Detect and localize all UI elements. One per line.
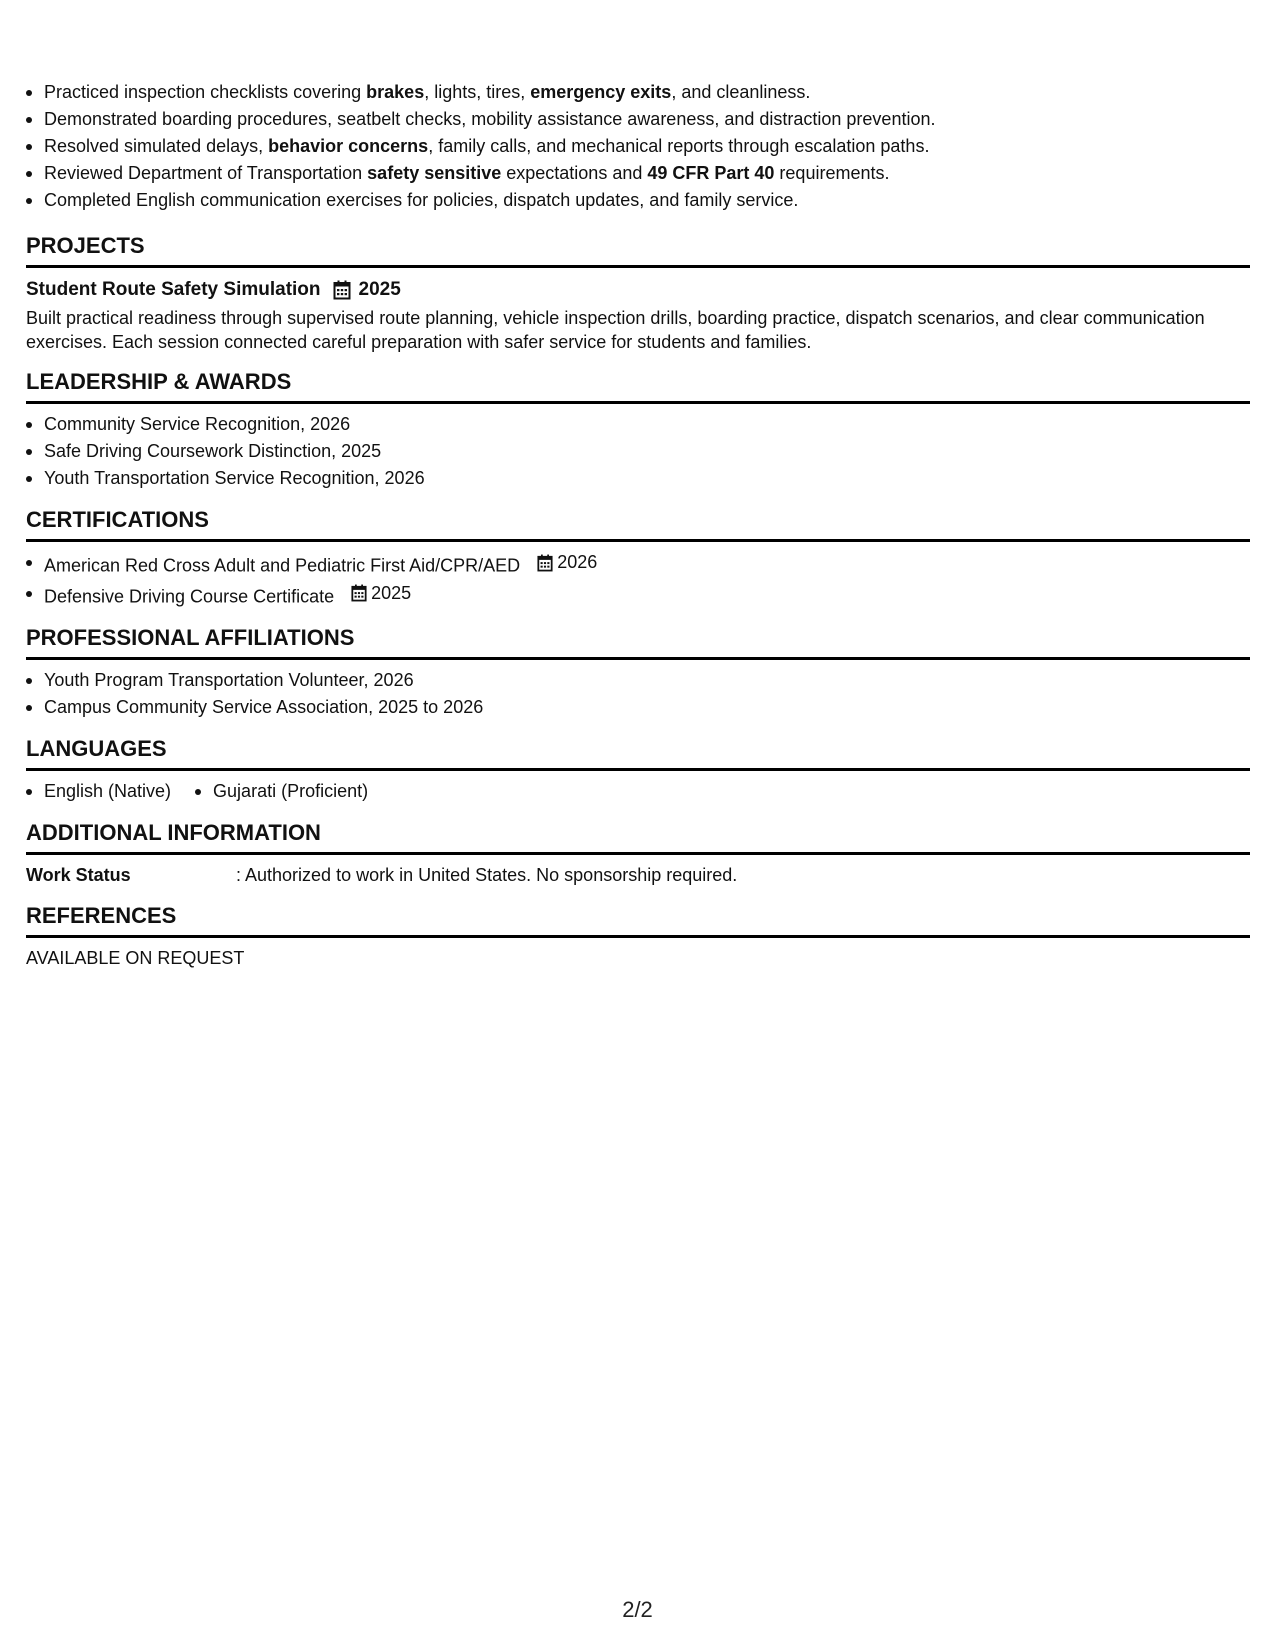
certification-name: Defensive Driving Course Certificate	[44, 586, 335, 606]
award-item: Youth Transportation Service Recognition, 2026	[26, 465, 1250, 492]
certification-year: 2026	[557, 552, 598, 572]
work-status-label: Work Status	[26, 865, 131, 885]
certifications-list	[26, 549, 1250, 610]
work-status-value: : Authorized to work in United States. No sponsorship required.	[236, 865, 738, 885]
additional-info-heading: ADDITIONAL INFORMATION	[26, 818, 1250, 855]
page-number: 2/2	[622, 1597, 653, 1622]
calendar-icon	[333, 280, 351, 300]
additional-info-section	[26, 818, 1250, 888]
certifications-section	[26, 505, 1250, 610]
experience-bullet-list	[26, 79, 1250, 214]
project-title-row	[26, 276, 1250, 304]
references-section	[26, 901, 1250, 971]
project-title: Student Route Safety Simulation	[26, 279, 321, 300]
certification-date	[537, 549, 597, 576]
affiliations-list	[26, 667, 1250, 721]
certification-date	[351, 580, 411, 607]
languages-list	[26, 778, 1250, 805]
work-status-row	[26, 862, 1250, 888]
leadership-section	[26, 367, 1250, 492]
projects-section	[26, 231, 1250, 354]
project-description: Built practical readiness through supervised route planning, vehicle inspection drills, boarding practice, dispatch scenarios, and clear communication exercises. Each session connected careful preparation with safer service for students and families.	[26, 308, 1205, 352]
calendar-icon	[537, 554, 553, 572]
references-text: AVAILABLE ON REQUEST	[26, 948, 245, 968]
project-year: 2025	[358, 279, 401, 300]
language-item: English (Native)	[26, 778, 171, 805]
bold-keyword: brakes	[366, 82, 425, 102]
resume-page	[26, 0, 1250, 971]
languages-heading: LANGUAGES	[26, 734, 1250, 771]
award-item: Safe Driving Coursework Distinction, 2025	[26, 438, 1250, 465]
certifications-heading: CERTIFICATIONS	[26, 505, 1250, 542]
experience-bullet: Completed English communication exercises for policies, dispatch updates, and family service.	[26, 187, 1250, 214]
experience-bullet: Resolved simulated delays, behavior concerns, family calls, and mechanical reports through escalation paths.	[26, 133, 1250, 160]
bold-keyword: 49 CFR Part 40	[647, 163, 775, 183]
project-date	[333, 276, 401, 304]
certification-item	[26, 549, 1250, 580]
certification-year: 2025	[371, 582, 412, 603]
calendar-icon	[351, 584, 367, 602]
experience-bullet: Reviewed Department of Transportation safety sensitive expectations and 49 CFR Part 40 requirements.	[26, 160, 1250, 187]
experience-bullet: Practiced inspection checklists covering brakes, lights, tires, emergency exits, and cleanliness.	[26, 79, 1250, 106]
experience-bullet: Demonstrated boarding procedures, seatbelt checks, mobility assistance awareness, and distraction prevention.	[26, 106, 1250, 133]
affiliations-section	[26, 623, 1250, 721]
bold-keyword: emergency exits	[530, 82, 672, 102]
affiliation-item: Campus Community Service Association, 2025 to 2026	[26, 694, 1250, 721]
languages-section	[26, 734, 1250, 805]
references-heading: REFERENCES	[26, 901, 1250, 938]
leadership-heading: LEADERSHIP & AWARDS	[26, 367, 1250, 404]
certification-item	[26, 580, 1250, 611]
bold-keyword: behavior concerns	[268, 136, 429, 156]
projects-heading: PROJECTS	[26, 231, 1250, 268]
award-item: Community Service Recognition, 2026	[26, 411, 1250, 438]
bold-keyword: safety sensitive	[367, 163, 502, 183]
certification-name: American Red Cross Adult and Pediatric First Aid/CPR/AED	[44, 555, 521, 576]
affiliations-heading: PROFESSIONAL AFFILIATIONS	[26, 623, 1250, 660]
affiliation-item: Youth Program Transportation Volunteer, 2026	[26, 667, 1250, 694]
leadership-list	[26, 411, 1250, 492]
language-item: Gujarati (Proficient)	[195, 778, 368, 805]
